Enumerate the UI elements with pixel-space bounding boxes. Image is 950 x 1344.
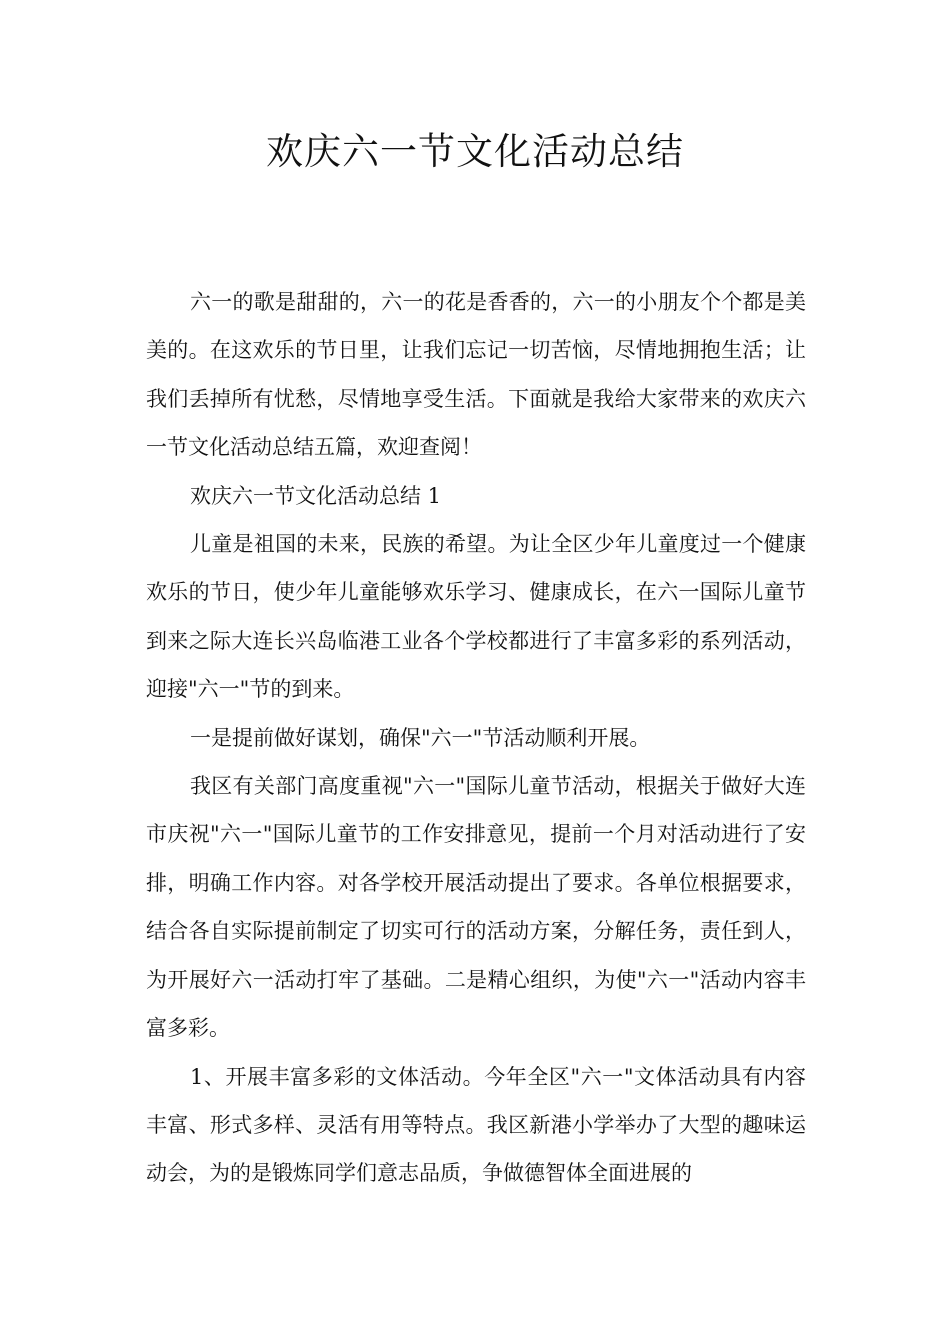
paragraph-intro: 六一的歌是甜甜的，六一的花是香香的，六一的小朋友个个都是美美的。在这欢乐的节日里，让我们忘记一切苦恼，尽情地拥抱生活；让我们丢掉所有忧愁，尽情地享受生活。下面就是我给大家带来的欢庆六一节文化活动总结五篇，欢迎查阅！ [146, 290, 806, 460]
paragraph-activities: 1、开展丰富多彩的文体活动。今年全区"六一"文体活动具有内容丰富、形式多样、灵活有用等特点。我区新港小学举办了大型的趣味运动会，为的是锻炼同学们意志品质，争做德智体全面进展的 [146, 1064, 806, 1186]
paragraph-children-future: 儿童是祖国的未来，民族的希望。为让全区少年儿童度过一个健康欢乐的节日，使少年儿童能够欢乐学习、健康成长，在六一国际儿童节到来之际大连长兴岛临港工业各个学校都进行了丰富多彩的系列活动，迎接"六一"节的到来。 [146, 532, 806, 702]
document-title: 欢庆六一节文化活动总结 [266, 130, 684, 173]
document-body [146, 278, 806, 1198]
paragraph-arrangements: 我区有关部门高度重视"六一"国际儿童节活动，根据关于做好大连市庆祝"六一"国际儿童节的工作安排意见，提前一个月对活动进行了安排，明确工作内容。对各学校开展活动提出了要求。各单位根据要求，结合各自实际提前制定了切实可行的活动方案，分解任务，责任到人，为开展好六一活动打牢了基础。二是精心组织，为使"六一"活动内容丰富多彩。 [146, 774, 806, 1041]
paragraph-planning: 一是提前做好谋划，确保"六一"节活动顺利开展。 [190, 725, 651, 750]
section-heading-1: 欢庆六一节文化活动总结 1 [190, 483, 442, 508]
